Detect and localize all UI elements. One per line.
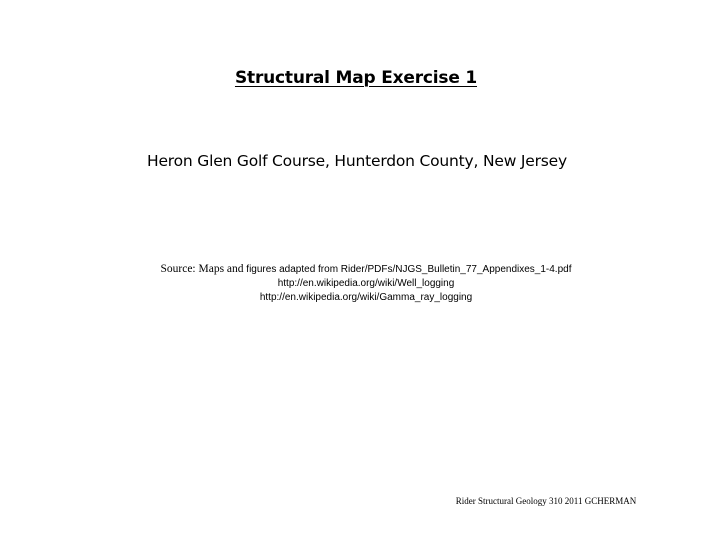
source-link-well-logging: http://en.wikipedia.org/wiki/Well_logging [277, 278, 455, 289]
slide-footer: Rider Structural Geology 310 2011 GCHERMAN [455, 496, 637, 506]
source-line-1 [0, 262, 720, 277]
sources-block [0, 262, 720, 305]
source-prefix: Source: Maps and [160, 263, 244, 275]
slide-subtitle: Heron Glen Golf Course, Hunterdon County, New Jersey [147, 152, 567, 170]
source-line-1-rest: figures adapted from Rider/PDFs/NJGS_Bulletin_77_Appendixes_1-4.pdf [243, 264, 572, 275]
source-link-gamma-ray-logging: http://en.wikipedia.org/wiki/Gamma_ray_logging [259, 292, 473, 303]
slide-title: Structural Map Exercise 1 [234, 68, 478, 88]
